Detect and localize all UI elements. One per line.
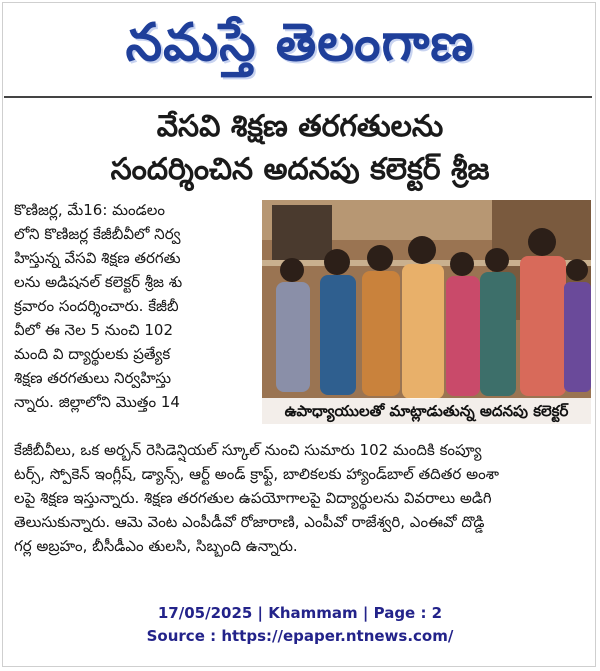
article-line: లోని కొణిజర్ల కేజీబీవీలో నిర్వ [14, 225, 181, 243]
article-line: లపై శిక్షణ ఇస్తున్నారు. శిక్షణ తరగతుల ఉపయోగాలపై విద్యార్థులను వివరాలు అడిగి [14, 489, 492, 507]
headline-line-2: సందర్శించిన అదనపు కలెక్టర్ శ్రీజ [110, 152, 490, 187]
article-line: శిక్షణ తరగతులు నిర్వహిస్తు [14, 369, 172, 387]
footer-dateline: 17/05/2025 | Khammam | Page : 2 [157, 604, 443, 622]
masthead-logo: నమస్తే తెలంగాణ [125, 13, 475, 73]
article-line: తెలుసుకున్నారు. ఆమె వెంట ఎంపీడీవో రోజారాణి, ఎంపీవో రాజేశ్వరి, ఎంఈవో దొడ్డి [14, 513, 485, 531]
article-left-column [14, 198, 258, 414]
article-line: క్రవారం సందర్శించారు. కేజీబీ [14, 297, 179, 315]
footer-source: Source : https://epaper.ntnews.com/ [146, 627, 454, 645]
photo-caption: ఉపాధ్యాయులతో మాట్లాడుతున్న అదనపు కలెక్టర్ [262, 398, 591, 424]
article-line: గర్ల అబ్రహం, బీసీడీఎం తులసి, సిబ్బంది ఉన్నారు. [14, 537, 298, 555]
article-line: మంది వి ద్యార్థులకు ప్రత్యేక [14, 345, 171, 363]
article-line: కొణిజర్ల, మే16: మండలం [14, 201, 165, 219]
article-full-width [14, 438, 590, 558]
article-line: కేజీబీవీలు, ఒక అర్బన్ రెసిడెన్షియల్ స్కూల్ నుంచి సుమారు 102 మందికి కంప్యూ [14, 441, 482, 459]
headline-line-1: వేసవి శిక్షణ తరగతులను [156, 109, 444, 144]
masthead [0, 4, 600, 84]
article-line: హిస్తున్న వేసవి శిక్షణ తరగతు [14, 249, 181, 267]
article-line: న్నారు. జిల్లాలోని మొత్తం 14 [14, 393, 180, 411]
photo-scene [262, 200, 591, 424]
article-line: వీలో ఈ నెల 5 నుంచి 102 [14, 321, 174, 339]
masthead-divider [4, 96, 592, 98]
article-line: లను అడిషనల్ కలెక్టర్ శ్రీజ శు [14, 273, 183, 291]
article-line: టర్స్, స్పోకెన్ ఇంగ్లీష్, డ్యాన్స్, ఆర్ట్ అండ్ క్రాఫ్ట్, బాలికలకు హ్యాండ్‌బాల్ తదితర అంశా [14, 465, 499, 483]
news-photo [262, 200, 591, 424]
